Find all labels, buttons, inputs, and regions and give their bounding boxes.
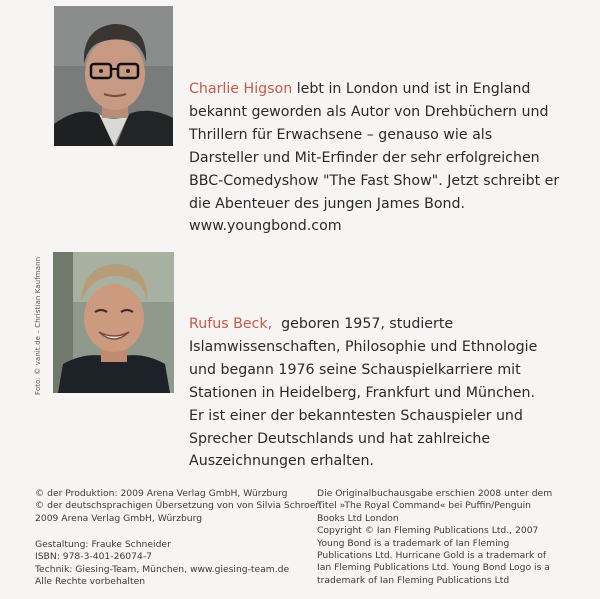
author-bio-rufus-beck xyxy=(189,313,594,473)
bio-line: Islamwissenschaften, Philosophie und Ethnologie xyxy=(189,338,538,355)
original-line: Books Ltd London xyxy=(317,512,399,524)
original-line: Copyright © Ian Fleming Publications Ltd., 2007 xyxy=(317,525,539,537)
author-photo-charlie-higson xyxy=(54,6,173,146)
author-bio-charlie-higson xyxy=(189,78,594,238)
technik-credit: Technik: Giesing-Team, München, www.giesing-team.de xyxy=(35,563,290,575)
copyright-line: © der deutschsprachigen Übersetzung von von Silvia Schroer: xyxy=(35,500,323,512)
bio-line: Auszeichnungen erhalten. xyxy=(189,453,374,470)
author-name: Charlie Higson xyxy=(189,81,293,97)
technical-credits xyxy=(35,539,289,589)
original-edition-info xyxy=(317,488,552,587)
copyright-line: © der Produktion: 2009 Arena Verlag GmbH, Würzburg xyxy=(35,488,288,499)
original-line: Titel »The Royal Command« bei Puffin/Penguin xyxy=(317,500,531,512)
trademark-line: trademark of Ian Fleming Publications Ltd xyxy=(317,574,510,586)
author-photo-rufus-beck xyxy=(53,252,174,393)
bio-line: Darsteller und Mit-Erfinder der sehr erfolgreichen xyxy=(189,149,540,166)
isbn: ISBN: 978-3-401-26074-7 xyxy=(35,551,152,563)
bio-line: Sprecher Deutschlands und hat zahlreiche xyxy=(189,430,491,447)
rights-reserved: Alle Rechte vorbehalten xyxy=(35,576,146,588)
bio-line: die Abenteuer des jungen James Bond. xyxy=(189,195,466,212)
bio-line: bekannt geworden als Autor von Drehbüchern und xyxy=(189,103,549,120)
author-website: www.youngbond.com xyxy=(189,218,342,235)
photo-credit: Foto: © vanit.de – Christian Kaufmann xyxy=(34,256,42,395)
trademark-line: Young Bond is a trademark of Ian Fleming xyxy=(317,537,510,549)
bio-line: Er ist einer der bekanntesten Schauspieler und xyxy=(189,407,523,424)
production-copyright xyxy=(35,488,322,525)
original-line: Die Originalbuchausgabe erschien 2008 unter dem xyxy=(317,488,553,499)
bio-line: lebt in London und ist in England xyxy=(292,81,531,97)
copyright-line: 2009 Arena Verlag GmbH, Würzburg xyxy=(35,512,203,524)
bio-line: geboren 1957, studierte xyxy=(272,316,454,332)
trademark-line: Ian Fleming Publications Ltd. Young Bond Logo is a xyxy=(317,562,550,574)
bio-line: Thrillern für Erwachsene – genauso wie als xyxy=(189,126,493,143)
bio-line: Stationen in Heidelberg, Frankfurt und München. xyxy=(189,384,535,401)
bio-line: und begann 1976 seine Schauspielkarriere mit xyxy=(189,361,521,378)
design-credit: Gestaltung: Frauke Schneider xyxy=(35,539,171,550)
author-name: Rufus Beck, xyxy=(189,316,273,332)
bio-line: BBC-Comedyshow "The Fast Show". Jetzt schreibt er xyxy=(189,172,560,189)
trademark-line: Publications Ltd. Hurricane Gold is a trademark of xyxy=(317,550,547,562)
